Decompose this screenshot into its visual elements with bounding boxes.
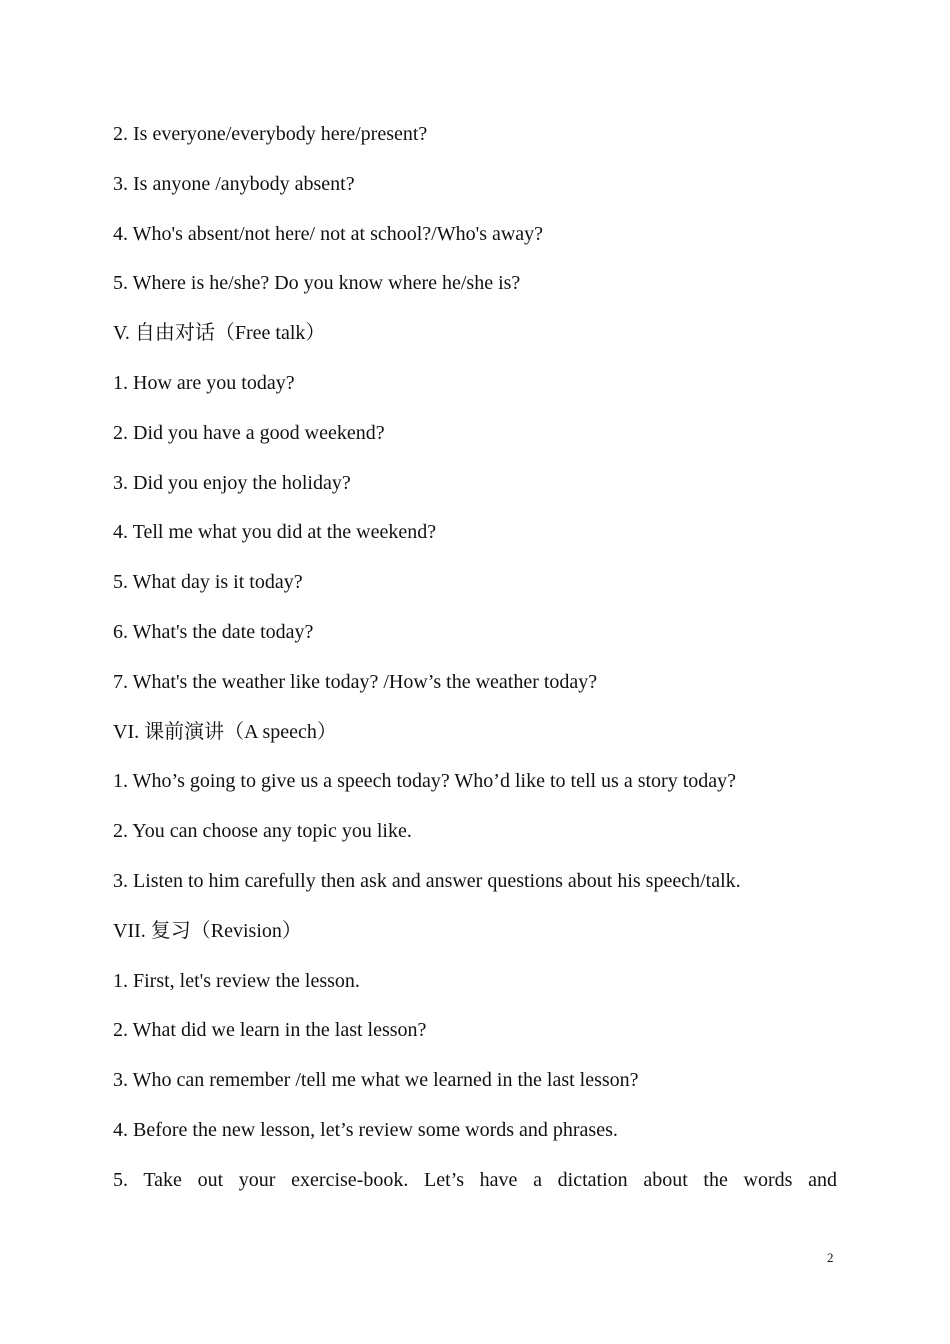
list-item: 2. You can choose any topic you like.: [113, 820, 412, 843]
list-item: 5. Take out your exercise-book. Let’s have a dictation about the words and: [113, 1168, 837, 1191]
document-body: [113, 120, 837, 1216]
list-item: 2. What did we learn in the last lesson?: [113, 1019, 427, 1042]
list-item: 3. Did you enjoy the holiday?: [113, 471, 351, 494]
list-item: 1. How are you today?: [113, 371, 295, 394]
list-item: 4. Tell me what you did at the weekend?: [113, 521, 437, 544]
list-item: 2. Is everyone/everybody here/present?: [113, 123, 428, 145]
list-item: 3. Who can remember /tell me what we learned in the last lesson?: [113, 1069, 639, 1092]
page-number: 2: [827, 1250, 834, 1265]
list-item: 5. What day is it today?: [113, 571, 303, 594]
list-item: 3. Is anyone /anybody absent?: [113, 172, 355, 195]
list-item: 7. What's the weather like today? /How’s the weather today?: [113, 670, 598, 693]
list-item: 4. Who's absent/not here/ not at school?/Who's away?: [113, 222, 544, 245]
list-item: 5. Where is he/she? Do you know where he/she is?: [113, 272, 521, 295]
section-heading: VI. 课前演讲（A speech）: [113, 720, 337, 743]
section-heading: VII. 复习（Revision）: [113, 919, 302, 942]
list-item: 2. Did you have a good weekend?: [113, 421, 385, 444]
list-item: 4. Before the new lesson, let’s review some words and phrases.: [113, 1118, 618, 1141]
list-item: 1. Who’s going to give us a speech today? Who’d like to tell us a story today?: [113, 770, 737, 793]
section-heading: V. 自由对话（Free talk）: [113, 322, 326, 345]
list-item: 1. First, let's review the lesson.: [113, 969, 360, 992]
list-item: 6. What's the date today?: [113, 620, 314, 643]
list-item: 3. Listen to him carefully then ask and answer questions about his speech/talk.: [113, 869, 741, 892]
